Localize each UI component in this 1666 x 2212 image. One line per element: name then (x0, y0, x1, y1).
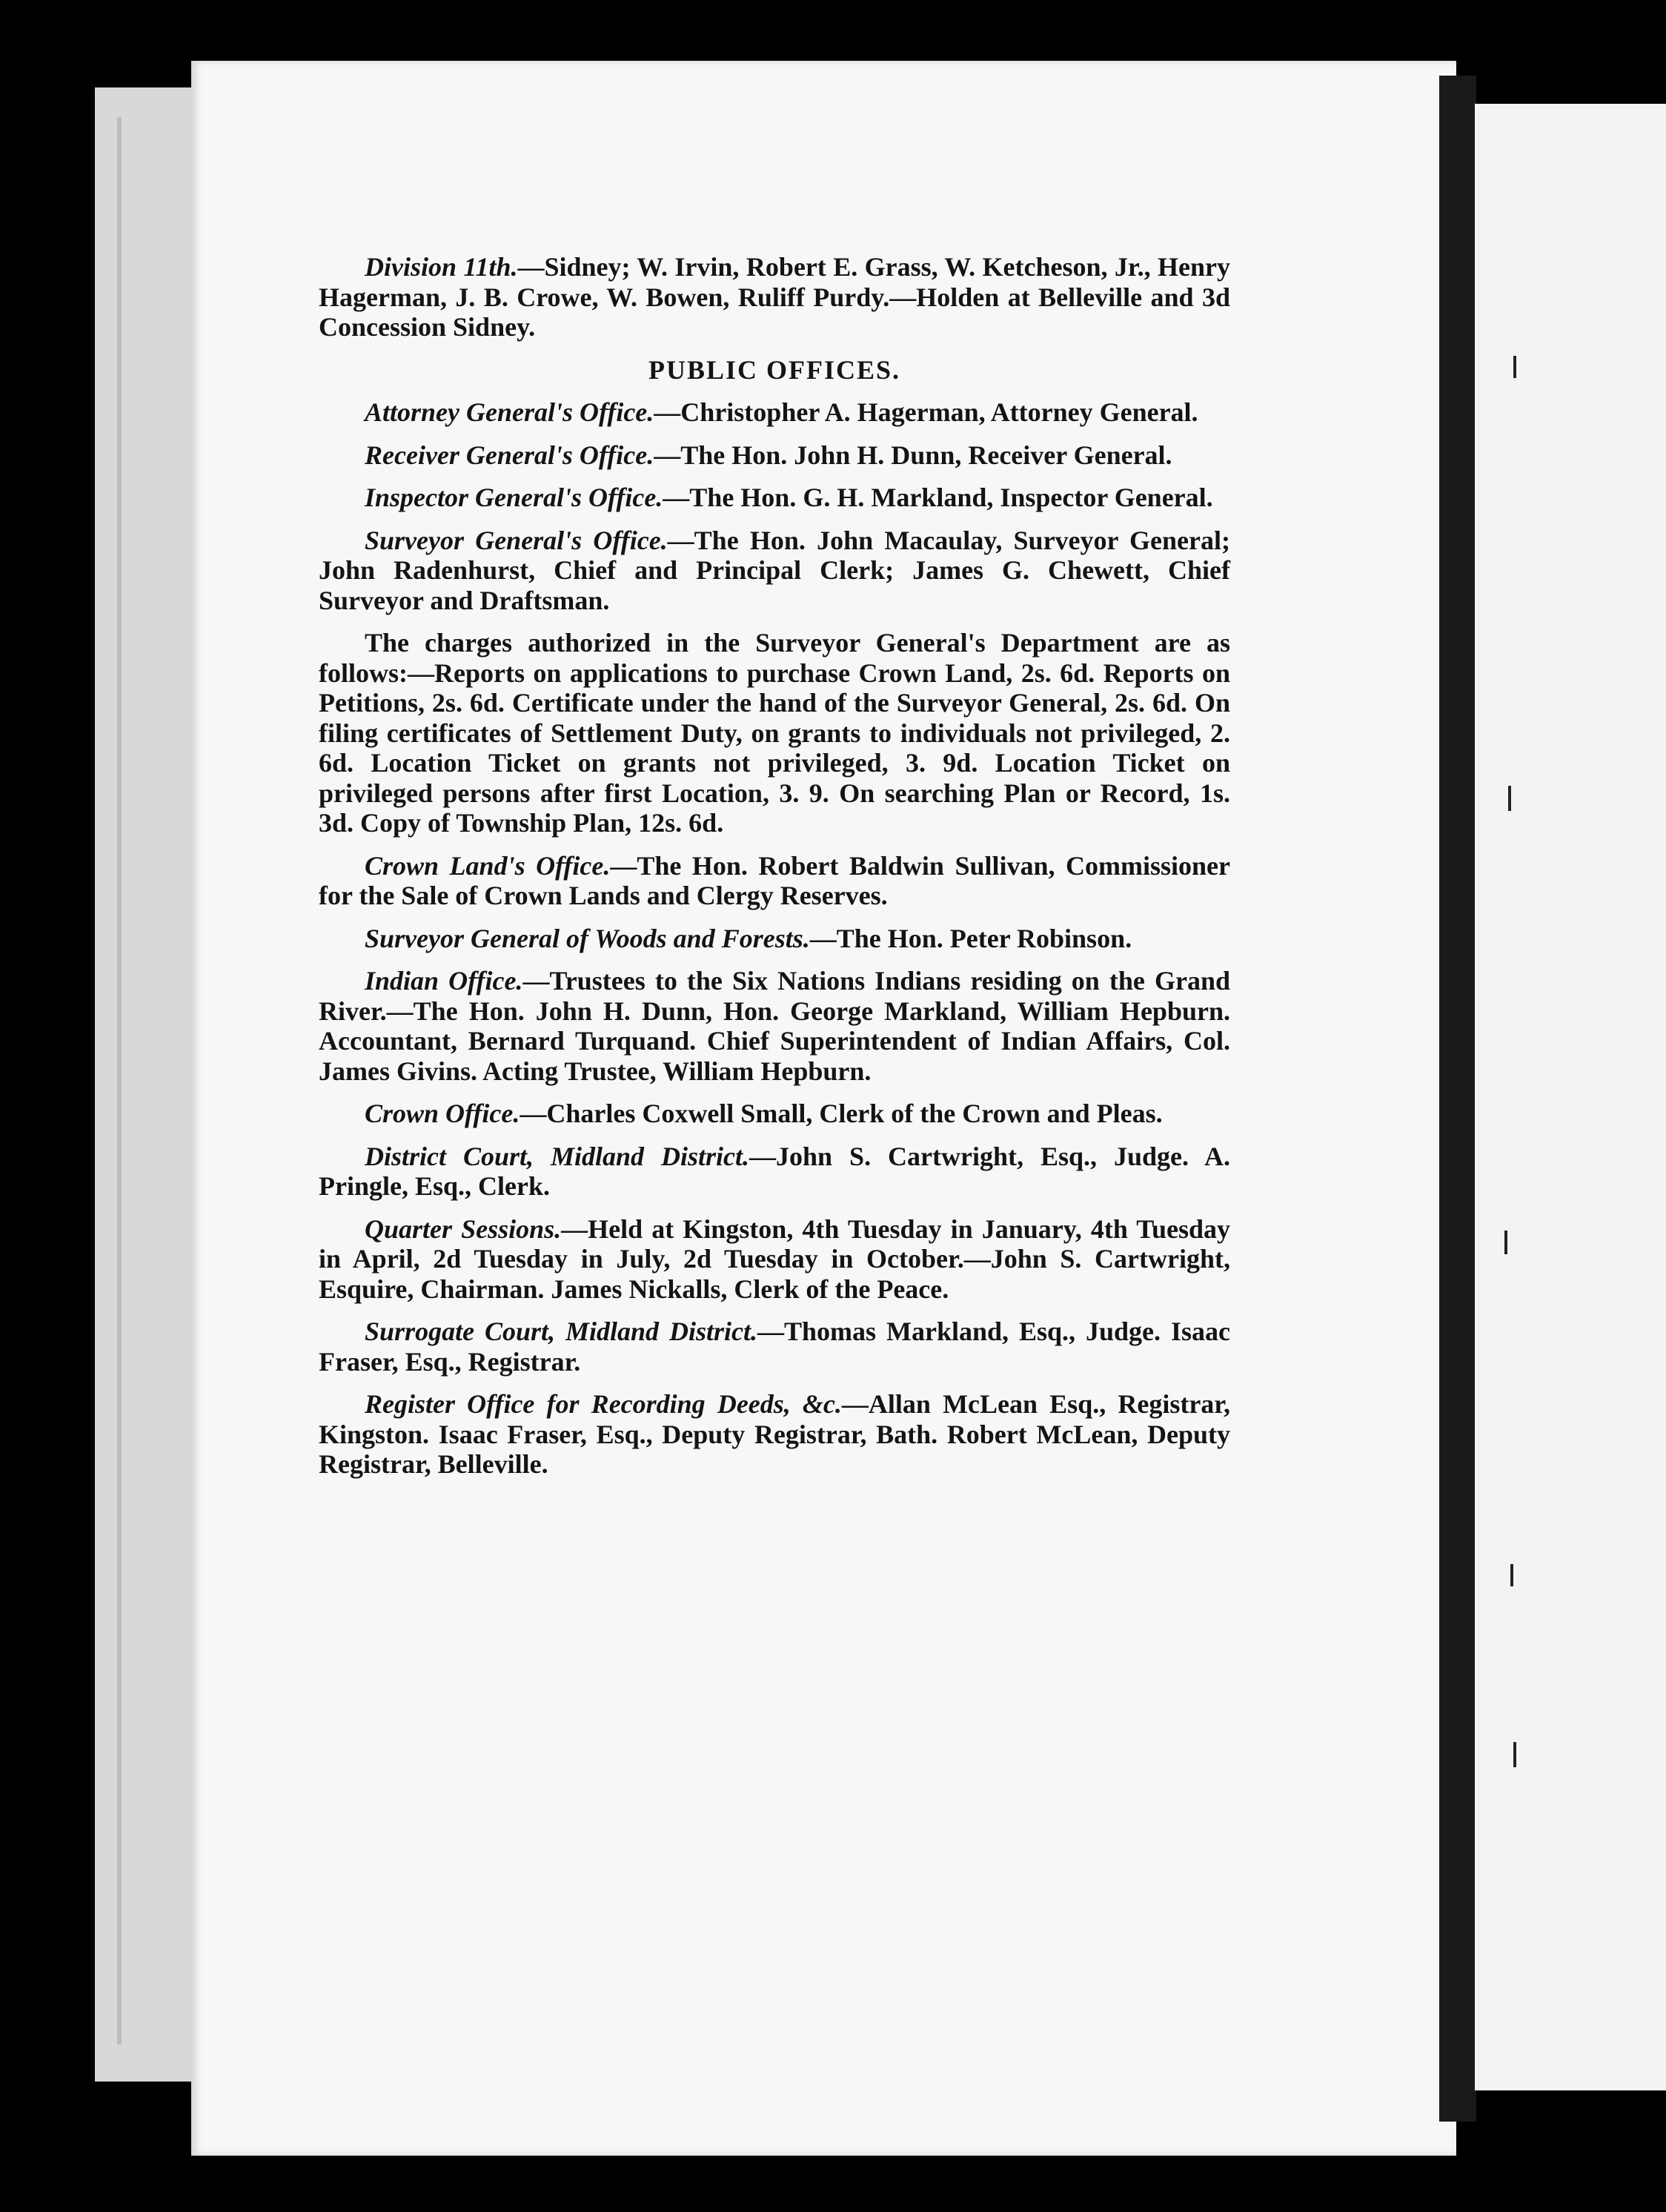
entry-label: Surrogate Court, Midland District. (365, 1317, 758, 1346)
section-heading: PUBLIC OFFICES. (648, 354, 901, 385)
entry-label: Inspector General's Office. (365, 483, 663, 512)
book-gutter (1439, 76, 1476, 2122)
entry-text: —The Hon. Peter Robinson. (809, 923, 1132, 953)
facing-page (1475, 104, 1666, 2090)
page-stack-edge (95, 87, 200, 2082)
paragraph-quarter-sessions (319, 1214, 1230, 1305)
entry-text: —Sidney; W. Irvin, Robert E. Grass, W. Ketcheson, Jr., Henry Hagerman, J. B. Crowe, W. Bowen, Ruliff Purdy.—Holden at Belleville and 3d Concession Sidney. (319, 252, 1230, 342)
entry-text: —The Hon. Robert Baldwin Sullivan, Commissioner for the Sale of Crown Lands and Clergy Reserves. (319, 850, 1230, 910)
facing-page-mark (1508, 786, 1511, 811)
paragraph-district-court (319, 1142, 1230, 1202)
entry-text: —Allan McLean Esq., Registrar, Kingston. Isaac Fraser, Esq., Deputy Registrar, Bath. Robert McLean, Deputy Registrar, Belleville. (319, 1389, 1230, 1479)
paragraph-receiver-general (319, 440, 1230, 471)
paragraph-division-11th (319, 252, 1230, 342)
facing-page-mark (1513, 356, 1516, 378)
paragraph-inspector-general (319, 483, 1230, 513)
entry-label: Indian Office. (365, 966, 523, 996)
entry-label: Surveyor General of Woods and Forests. (365, 923, 810, 953)
facing-page-mark (1504, 1231, 1507, 1254)
entry-text: —Charles Coxwell Small, Clerk of the Crown and Pleas. (520, 1099, 1163, 1128)
paragraph-surveyor-charges (319, 628, 1230, 838)
entry-text: —The Hon. John Macaulay, Surveyor General; John Radenhurst, Chief and Principal Clerk; James G. Chewett, Chief Surveyor and Draftsman. (319, 525, 1230, 615)
entry-text: —Christopher A. Hagerman, Attorney General. (654, 397, 1198, 427)
facing-page-mark (1510, 1564, 1513, 1586)
paragraph-woods-forests (319, 924, 1230, 954)
text-block (319, 252, 1230, 1492)
entry-text: —Trustees to the Six Nations Indians residing on the Grand River.—The Hon. John H. Dunn, Hon. George Markland, William Hepburn. Accountant, Bernard Turquand. Chief Superintendent of Indian Affairs, Col. James Givins. Acting Trustee, William Hepburn. (319, 966, 1231, 1086)
entry-text: —Held at Kingston, 4th Tuesday in January, 4th Tuesday in April, 2d Tuesday in July, 2d Tuesday in October.—John S. Cartwright, Esquire, Chairman. James Nickalls, Clerk of the Peace. (319, 1213, 1231, 1304)
entry-label: Receiver General's Office. (365, 440, 654, 470)
entry-text: —Thomas Markland, Esq., Judge. Isaac Fraser, Esq., Registrar. (319, 1317, 1230, 1377)
paragraph-crown-office (319, 1099, 1230, 1129)
paragraph-crown-lands (319, 851, 1230, 911)
entry-label: Register Office for Recording Deeds, &c. (365, 1389, 842, 1419)
entry-text: —The Hon. John H. Dunn, Receiver General. (654, 440, 1172, 470)
entry-label: Attorney General's Office. (365, 397, 654, 427)
facing-page-mark (1513, 1742, 1516, 1767)
entry-label: Quarter Sessions. (365, 1213, 562, 1244)
entry-label: Division 11th. (365, 252, 518, 282)
paragraph-register-office (319, 1389, 1230, 1480)
entry-label: Crown Land's Office. (365, 850, 611, 881)
entry-text: —The Hon. G. H. Markland, Inspector General. (663, 483, 1213, 512)
entry-text: —John S. Cartwright, Esq., Judge. A. Pringle, Esq., Clerk. (319, 1141, 1231, 1201)
entry-label: Crown Office. (365, 1099, 520, 1128)
paragraph-attorney-general (319, 397, 1230, 428)
entry-text: The charges authorized in the Surveyor General's Department are as follows:—Reports on applications to purchase Crown Land, 2s. 6d. Reports on Petitions, 2s. 6d. Certificate under the hand of the Surveyor General, 2s. 6d. On filing certificates of Settlement Duty, on grants to individuals not privileged, 2. 6d. Location Ticket on grants not privileged, 3. 9d. Location Ticket on privileged persons after first Location, 3. 9. On searching Plan or Record, 1s. 3d. Copy of Township Plan, 12s. 6d. (319, 628, 1230, 838)
paragraph-indian-office (319, 966, 1230, 1086)
paragraph-surrogate-court (319, 1317, 1230, 1377)
paragraph-surveyor-general (319, 526, 1230, 616)
entry-label: District Court, Midland District. (365, 1141, 750, 1171)
entry-label: Surveyor General's Office. (365, 525, 668, 555)
